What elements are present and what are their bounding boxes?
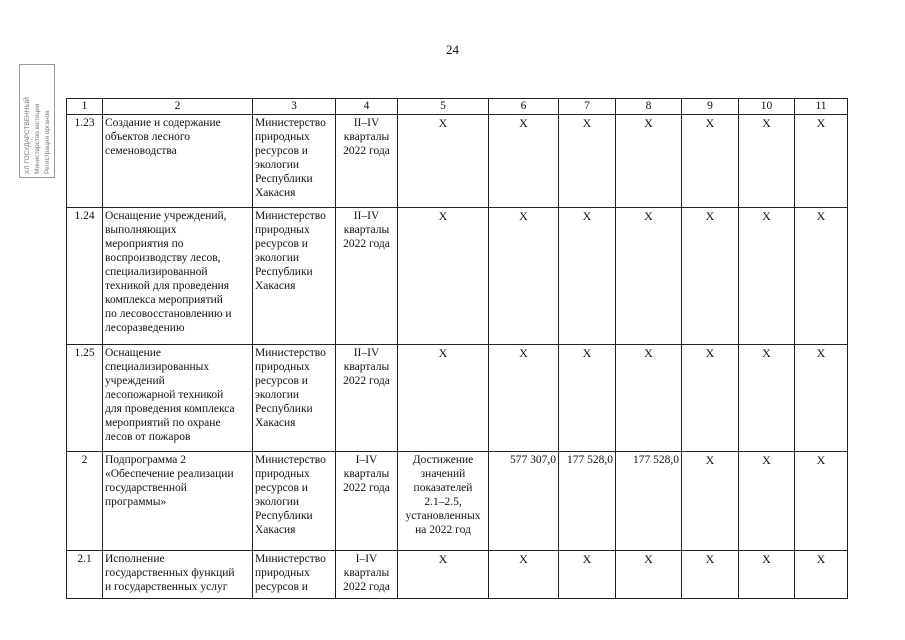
term-text: II–IV кварталы 2022 года bbox=[343, 117, 390, 157]
value-col-11: X bbox=[795, 208, 848, 345]
column-header: 10 bbox=[739, 99, 795, 115]
table-row bbox=[67, 345, 848, 452]
value-col-10: X bbox=[739, 551, 795, 599]
stamp-line: Регистрация органов bbox=[43, 110, 51, 174]
responsible-body-text: Министерство природных ресурсов и bbox=[255, 553, 326, 593]
activity-name bbox=[103, 208, 253, 345]
table-row bbox=[67, 115, 848, 208]
row-number: 1.23 bbox=[67, 115, 103, 208]
expected-result-text: X bbox=[438, 116, 448, 130]
activity-name bbox=[103, 115, 253, 208]
expected-result bbox=[398, 551, 489, 599]
table-row bbox=[67, 452, 848, 551]
activity-name bbox=[103, 452, 253, 551]
responsible-body-text: Министерство природных ресурсов и экологии Республики Хакасия bbox=[255, 117, 326, 199]
expected-result bbox=[398, 115, 489, 208]
column-header: 2 bbox=[103, 99, 253, 115]
table-header-row bbox=[67, 99, 848, 115]
value-col-8: X bbox=[616, 551, 682, 599]
term-text: I–IV кварталы 2022 года bbox=[343, 454, 390, 494]
expected-result bbox=[398, 208, 489, 345]
value-col-6: X bbox=[489, 345, 559, 452]
value-col-9: X bbox=[682, 551, 739, 599]
implementation-term bbox=[336, 452, 398, 551]
responsible-body-text: Министерство природных ресурсов и экологии Республики Хакасия bbox=[255, 454, 326, 536]
value-col-7: X bbox=[559, 345, 616, 452]
responsible-body bbox=[253, 452, 336, 551]
row-number: 2 bbox=[67, 452, 103, 551]
table-row bbox=[67, 208, 848, 345]
expected-result-text: Достижение значений показателей 2.1–2.5, установленных на 2022 год bbox=[405, 454, 481, 536]
value-col-10: X bbox=[739, 452, 795, 551]
responsible-body-text: Министерство природных ресурсов и экологии Республики Хакасия bbox=[255, 210, 326, 292]
expected-result-text: X bbox=[438, 552, 448, 566]
row-number: 1.24 bbox=[67, 208, 103, 345]
row-number: 2.1 bbox=[67, 551, 103, 599]
value-col-10: X bbox=[739, 345, 795, 452]
term-text: II–IV кварталы 2022 года bbox=[343, 347, 390, 387]
column-header: 9 bbox=[682, 99, 739, 115]
value-col-9: X bbox=[682, 208, 739, 345]
column-header: 11 bbox=[795, 99, 848, 115]
value-col-8: 177 528,0 bbox=[616, 452, 682, 551]
activity-name bbox=[103, 551, 253, 599]
column-header: 5 bbox=[398, 99, 489, 115]
page-number: 24 bbox=[446, 42, 459, 57]
value-col-6: X bbox=[489, 208, 559, 345]
value-col-6: 577 307,0 bbox=[489, 452, 559, 551]
value-col-7: X bbox=[559, 115, 616, 208]
column-header: 1 bbox=[67, 99, 103, 115]
value-col-9: X bbox=[682, 115, 739, 208]
activity-name-text: Оснащение учреждений, выполняющих мероприятия по воспроизводству лесов, специализированной техникой для проведения комплекса мероприятий по лесовосстановлению и лесоразведению bbox=[105, 210, 232, 334]
term-text: II–IV кварталы 2022 года bbox=[343, 210, 390, 250]
activity-name-text: Оснащение специализированных учреждений лесопожарной техникой для проведения комплекса мероприятий по охране лесов от пожаров bbox=[105, 347, 235, 443]
value-col-8: X bbox=[616, 115, 682, 208]
implementation-term bbox=[336, 115, 398, 208]
value-col-11: X bbox=[795, 551, 848, 599]
value-col-7: 177 528,0 bbox=[559, 452, 616, 551]
value-col-11: X bbox=[795, 345, 848, 452]
responsible-body bbox=[253, 345, 336, 452]
activity-name bbox=[103, 345, 253, 452]
table-row bbox=[67, 551, 848, 599]
registration-stamp bbox=[19, 64, 55, 178]
activity-name-text: Исполнение государственных функций и государственных услуг bbox=[105, 553, 235, 593]
value-col-11: X bbox=[795, 452, 848, 551]
implementation-term bbox=[336, 345, 398, 452]
value-col-11: X bbox=[795, 115, 848, 208]
responsible-body bbox=[253, 208, 336, 345]
column-header: 4 bbox=[336, 99, 398, 115]
implementation-term bbox=[336, 208, 398, 345]
responsible-body-text: Министерство природных ресурсов и экологии Республики Хакасия bbox=[255, 347, 326, 429]
value-col-7: X bbox=[559, 551, 616, 599]
column-header: 6 bbox=[489, 99, 559, 115]
row-number: 1.25 bbox=[67, 345, 103, 452]
value-col-6: X bbox=[489, 551, 559, 599]
stamp-line: Министерство юстиции bbox=[33, 103, 41, 174]
implementation-term bbox=[336, 551, 398, 599]
value-col-7: X bbox=[559, 208, 616, 345]
value-col-8: X bbox=[616, 345, 682, 452]
term-text: I–IV кварталы 2022 года bbox=[343, 553, 390, 593]
stamp-line: ХЛ ГОСУДАРСТВЕННЫЙ bbox=[23, 97, 31, 174]
program-activities-table bbox=[66, 98, 848, 599]
value-col-9: X bbox=[682, 345, 739, 452]
value-col-8: X bbox=[616, 208, 682, 345]
value-col-9: X bbox=[682, 452, 739, 551]
expected-result-text: X bbox=[438, 346, 448, 360]
expected-result bbox=[398, 452, 489, 551]
responsible-body bbox=[253, 551, 336, 599]
value-col-10: X bbox=[739, 115, 795, 208]
column-header: 8 bbox=[616, 99, 682, 115]
column-header: 3 bbox=[253, 99, 336, 115]
activity-name-text: Подпрограмма 2 «Обеспечение реализации государственной программы» bbox=[105, 454, 234, 508]
expected-result bbox=[398, 345, 489, 452]
column-header: 7 bbox=[559, 99, 616, 115]
expected-result-text: X bbox=[438, 209, 448, 223]
value-col-6: X bbox=[489, 115, 559, 208]
value-col-10: X bbox=[739, 208, 795, 345]
activity-name-text: Создание и содержание объектов лесного семеноводства bbox=[105, 117, 221, 157]
responsible-body bbox=[253, 115, 336, 208]
